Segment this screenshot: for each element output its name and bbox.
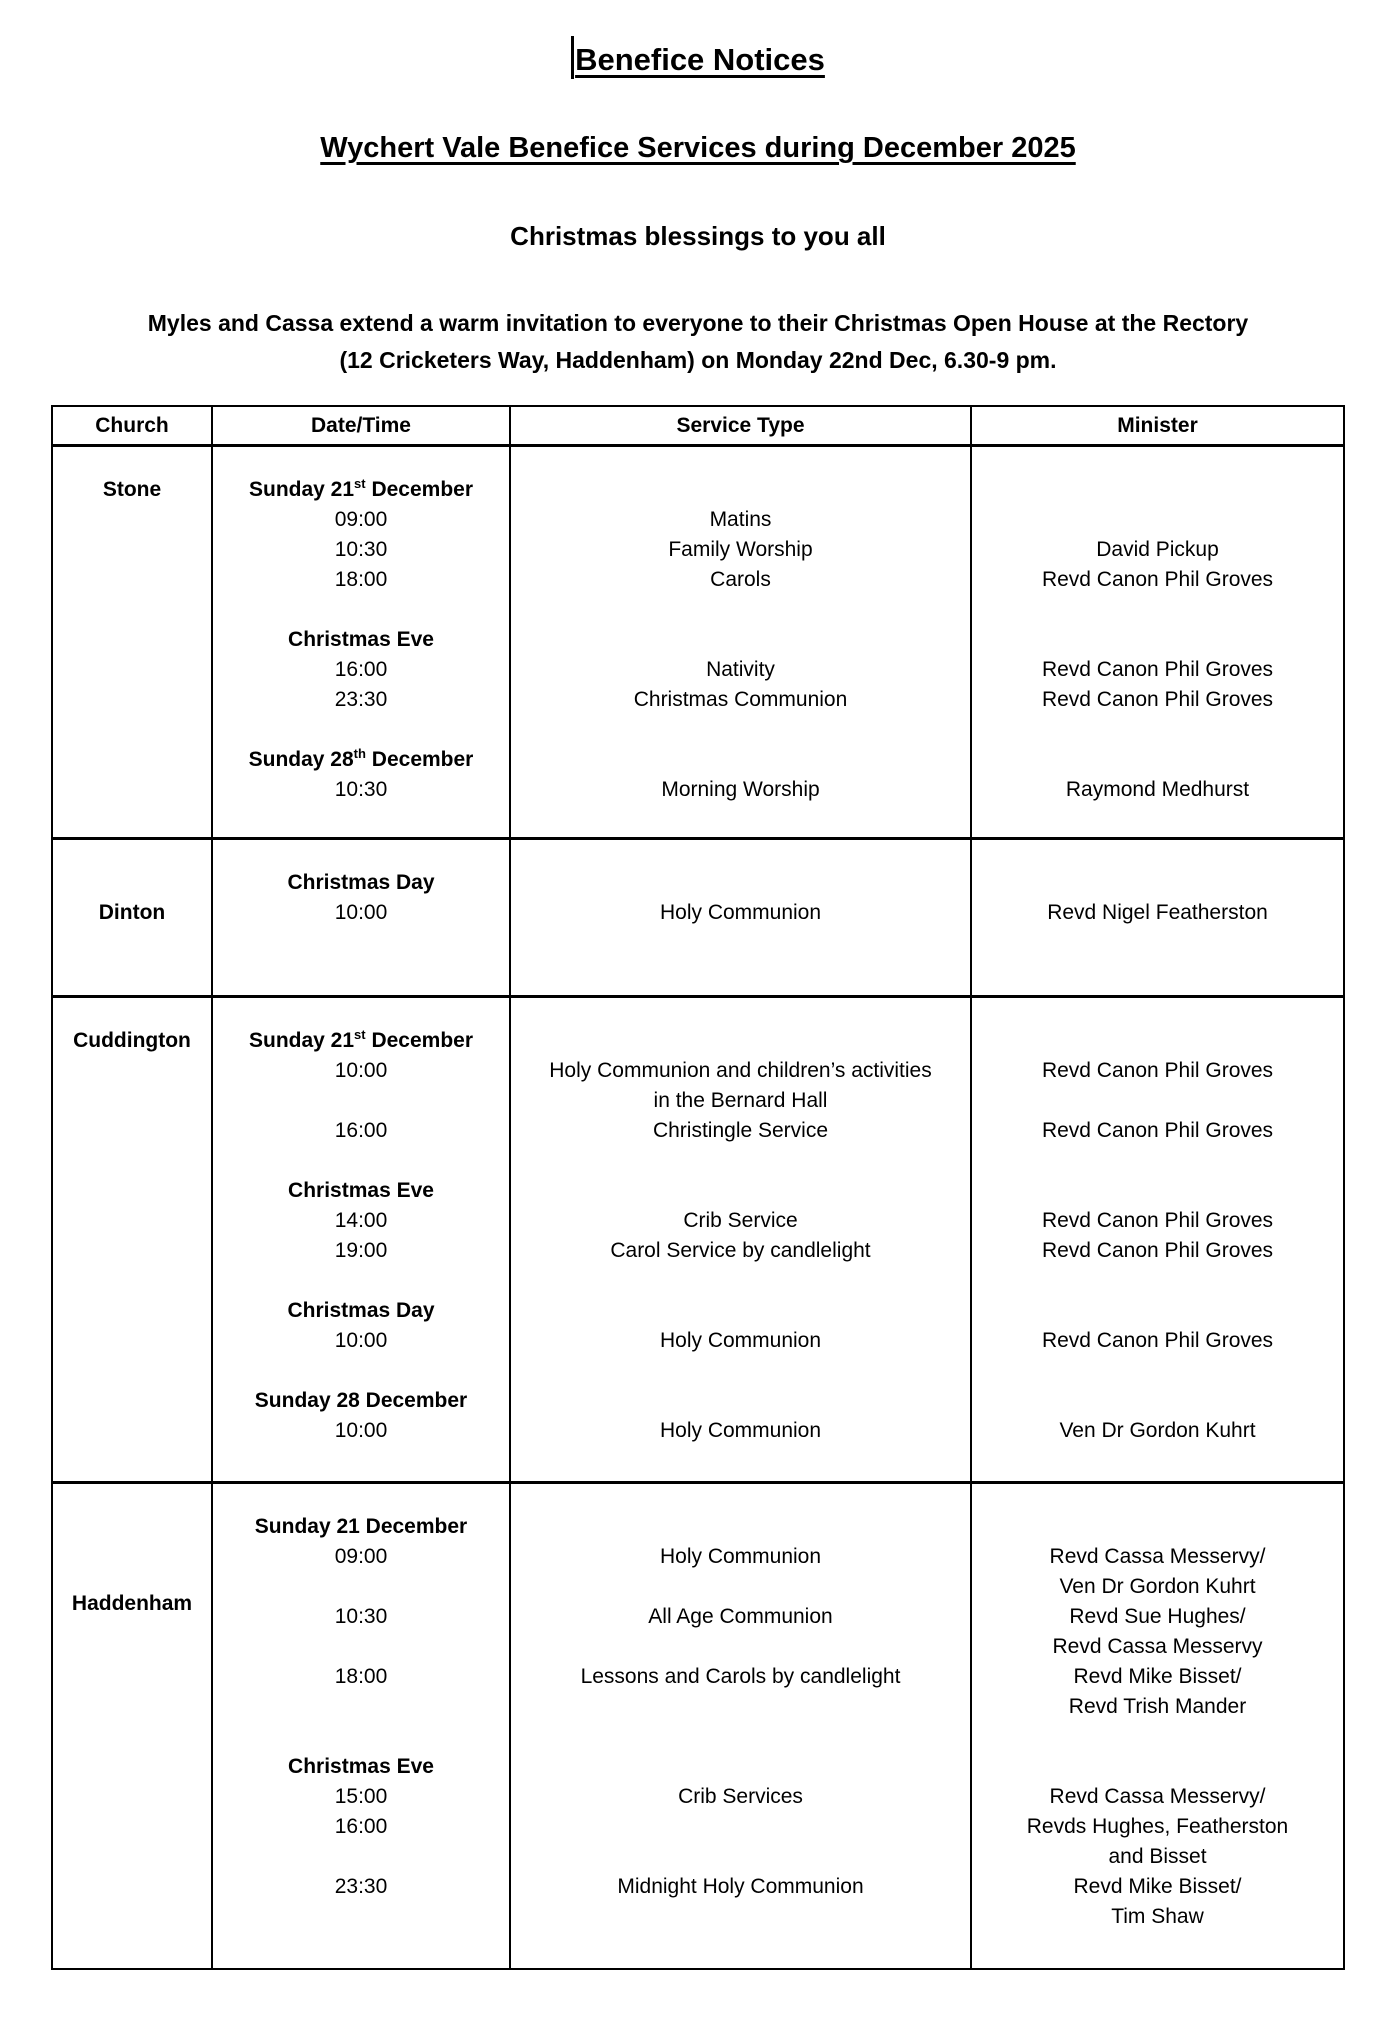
church-row <box>53 840 1343 998</box>
document-subtitle: Wychert Vale Benefice Services during December 2025 <box>320 132 1076 164</box>
service-time: 10:00 <box>334 1059 388 1082</box>
service-type: Midnight Holy Communion <box>617 1875 864 1898</box>
service-time <box>213 1632 509 1662</box>
service-type <box>511 625 970 655</box>
service-type: Christingle Service <box>652 1119 829 1142</box>
service-type <box>511 1752 970 1782</box>
minister-name <box>972 1296 1343 1326</box>
service-time <box>213 715 509 745</box>
service-type <box>511 1842 970 1872</box>
minister-name <box>972 1356 1343 1386</box>
date-heading: Sunday 21st December <box>248 476 473 501</box>
service-type: Family Worship <box>668 538 813 561</box>
service-type <box>511 1572 970 1602</box>
service-type: Holy Communion and children’s activities <box>549 1059 932 1082</box>
minister-name: Revd Trish Mander <box>1068 1695 1247 1718</box>
service-time: 10:30 <box>334 778 388 801</box>
church-cell <box>53 447 213 837</box>
services-table <box>51 405 1345 1970</box>
service-time: 18:00 <box>334 1665 388 1688</box>
service-type: All Age Communion <box>648 1605 833 1628</box>
service-time <box>213 1842 509 1872</box>
service-type-cell <box>511 1484 972 1968</box>
minister-name: Revd Canon Phil Groves <box>1041 688 1274 711</box>
minister-name: Ven Dr Gordon Kuhrt <box>1059 1575 1256 1598</box>
service-time: 10:30 <box>334 538 388 561</box>
date-heading: Christmas Eve <box>288 1755 434 1778</box>
service-type <box>511 1722 970 1752</box>
date-heading: Sunday 21 December <box>254 1515 468 1538</box>
service-type <box>511 1356 970 1386</box>
service-type: Holy Communion <box>659 1545 822 1568</box>
service-time: 10:00 <box>334 1419 388 1442</box>
date-heading: Sunday 28 December <box>254 1389 468 1412</box>
service-time <box>213 1086 509 1116</box>
service-time <box>213 595 509 625</box>
document-title-text: Benefice Notices <box>575 42 825 77</box>
minister-name <box>972 1722 1343 1752</box>
service-time <box>213 1692 509 1722</box>
service-time: 10:00 <box>334 901 388 924</box>
service-type: Christmas Communion <box>633 688 848 711</box>
service-time <box>213 1266 509 1296</box>
service-time: 16:00 <box>334 1119 388 1142</box>
minister-name: and Bisset <box>1108 1845 1207 1868</box>
minister-name: David Pickup <box>1096 538 1219 561</box>
service-time: 14:00 <box>334 1209 388 1232</box>
service-type <box>511 475 970 505</box>
minister-name <box>972 595 1343 625</box>
service-time <box>213 1722 509 1752</box>
minister-name: Ven Dr Gordon Kuhrt <box>1059 1419 1256 1442</box>
invitation <box>0 305 1396 379</box>
minister-name: Revd Canon Phil Groves <box>1041 1239 1274 1262</box>
invitation-line-2: (12 Cricketers Way, Haddenham) on Monday 22nd Dec, 6.30-9 pm. <box>339 347 1057 373</box>
service-time: 19:00 <box>334 1239 388 1262</box>
date-heading: Christmas Day <box>287 871 435 894</box>
minister-cell <box>972 447 1343 837</box>
minister-name: Revd Canon Phil Groves <box>1041 1119 1274 1142</box>
service-type: Lessons and Carols by candlelight <box>580 1665 901 1688</box>
service-type <box>511 745 970 775</box>
service-time: 15:00 <box>334 1785 388 1808</box>
datetime-cell <box>213 998 511 1481</box>
service-type: Carol Service by candlelight <box>610 1239 871 1262</box>
minister-name: Revd Canon Phil Groves <box>1041 1329 1274 1352</box>
service-type: Carols <box>710 568 771 591</box>
service-type: Crib Service <box>683 1209 798 1232</box>
service-type <box>511 715 970 745</box>
service-time: 18:00 <box>334 568 388 591</box>
service-type <box>511 1692 970 1722</box>
service-time: 10:00 <box>334 1329 388 1352</box>
minister-name: Raymond Medhurst <box>1065 778 1250 801</box>
minister-name: Revd Cassa Messervy <box>1052 1635 1263 1658</box>
minister-name <box>972 1176 1343 1206</box>
service-type <box>511 868 970 898</box>
church-name: Dinton <box>98 901 166 924</box>
church-row <box>53 447 1343 840</box>
minister-name: Revd Nigel Featherston <box>1047 901 1268 924</box>
church-row <box>53 1484 1343 1968</box>
service-type <box>511 1902 970 1932</box>
service-type-cell <box>511 998 972 1481</box>
service-time: 23:30 <box>334 688 388 711</box>
minister-name <box>972 1026 1343 1056</box>
service-time: 09:00 <box>334 1545 388 1568</box>
church-name: Cuddington <box>73 1029 191 1052</box>
document-title <box>0 36 1396 79</box>
minister-name: Revd Sue Hughes/ <box>1069 1605 1246 1628</box>
column-header: Church <box>53 407 213 444</box>
service-time: 23:30 <box>334 1875 388 1898</box>
minister-name: Revd Mike Bisset/ <box>1073 1875 1242 1898</box>
datetime-cell <box>213 1484 511 1968</box>
service-time: 09:00 <box>334 508 388 531</box>
church-row <box>53 998 1343 1484</box>
service-time: 16:00 <box>334 1815 388 1838</box>
service-type <box>511 1146 970 1176</box>
service-type <box>511 1176 970 1206</box>
column-header: Service Type <box>511 407 972 444</box>
minister-name <box>972 1266 1343 1296</box>
minister-cell <box>972 998 1343 1481</box>
datetime-cell <box>213 840 511 995</box>
minister-name <box>972 1512 1343 1542</box>
service-type <box>511 1632 970 1662</box>
date-heading: Christmas Eve <box>288 628 434 651</box>
date-heading: Sunday 21st December <box>248 1027 473 1052</box>
minister-name: Revd Mike Bisset/ <box>1073 1665 1242 1688</box>
minister-name <box>972 1386 1343 1416</box>
minister-name: Tim Shaw <box>1111 1905 1204 1928</box>
church-cell <box>53 998 213 1481</box>
minister-name: Revd Cassa Messervy/ <box>1049 1545 1266 1568</box>
service-time <box>213 1902 509 1932</box>
minister-name: Revd Cassa Messervy/ <box>1049 1785 1266 1808</box>
minister-cell <box>972 1484 1343 1968</box>
service-type <box>511 1386 970 1416</box>
text-cursor <box>571 36 574 79</box>
minister-name: Revd Canon Phil Groves <box>1041 568 1274 591</box>
service-type <box>511 1512 970 1542</box>
column-header: Minister <box>1117 413 1198 437</box>
church-cell <box>53 840 213 995</box>
minister-name <box>972 715 1343 745</box>
service-time <box>213 1146 509 1176</box>
date-heading: Sunday 28th December <box>248 746 474 771</box>
service-type <box>511 1812 970 1842</box>
service-type-cell <box>511 447 972 837</box>
minister-name <box>972 745 1343 775</box>
minister-name: Revd Canon Phil Groves <box>1041 1059 1274 1082</box>
church-name: Stone <box>102 478 162 501</box>
service-type: Crib Services <box>678 1785 803 1808</box>
church-name: Haddenham <box>71 1592 193 1615</box>
service-type <box>511 595 970 625</box>
service-time: 10:30 <box>334 1605 388 1628</box>
minister-name: Revds Hughes, Featherston <box>1026 1815 1289 1838</box>
minister-name <box>972 1146 1343 1176</box>
minister-cell <box>972 840 1343 995</box>
date-heading: Christmas Day <box>287 1299 435 1322</box>
service-time: 16:00 <box>334 658 388 681</box>
invitation-line-1: Myles and Cassa extend a warm invitation to everyone to their Christmas Open House at the Rectory <box>147 310 1249 336</box>
minister-name <box>972 505 1343 535</box>
table-header-row <box>53 407 1343 447</box>
service-type <box>511 1266 970 1296</box>
service-type: Nativity <box>706 658 775 681</box>
minister-name: Revd Canon Phil Groves <box>1041 658 1274 681</box>
service-time <box>213 1572 509 1602</box>
greeting: Christmas blessings to you all <box>510 221 886 251</box>
service-type: Matins <box>709 508 772 531</box>
service-time <box>213 1356 509 1386</box>
minister-name <box>972 1086 1343 1116</box>
minister-name <box>972 1752 1343 1782</box>
service-type: Holy Communion <box>659 1329 822 1352</box>
service-type <box>511 1026 970 1056</box>
service-type: in the Bernard Hall <box>653 1089 828 1112</box>
service-type: Holy Communion <box>659 1419 822 1442</box>
minister-name <box>972 625 1343 655</box>
date-heading: Christmas Eve <box>288 1179 434 1202</box>
church-cell <box>53 1484 213 1968</box>
column-header: Date/Time <box>213 407 511 444</box>
service-type-cell <box>511 840 972 995</box>
minister-name <box>972 475 1343 505</box>
service-type <box>511 1296 970 1326</box>
datetime-cell <box>213 447 511 837</box>
service-type: Morning Worship <box>661 778 820 801</box>
table-body <box>53 447 1343 1968</box>
minister-name <box>972 868 1343 898</box>
service-type: Holy Communion <box>659 901 822 924</box>
minister-name: Revd Canon Phil Groves <box>1041 1209 1274 1232</box>
